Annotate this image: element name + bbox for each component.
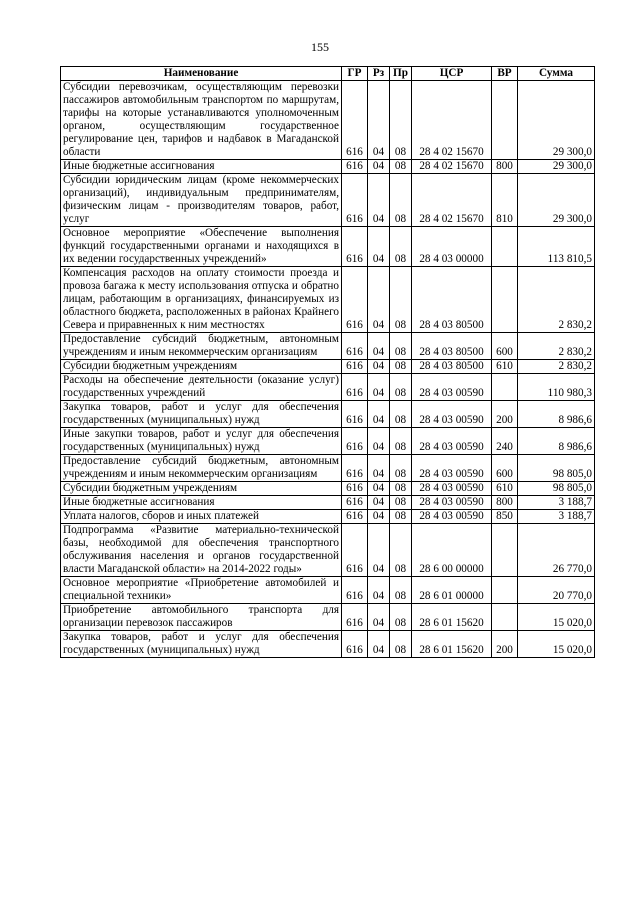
row-vr: 600 — [492, 333, 518, 360]
header-vr: ВР — [492, 67, 518, 81]
row-csr: 28 4 03 00590 — [412, 374, 492, 401]
row-pr: 08 — [390, 174, 412, 227]
row-vr: 240 — [492, 428, 518, 455]
table-row — [61, 174, 595, 227]
table-row — [61, 374, 595, 401]
table-row — [61, 455, 595, 482]
row-rz: 04 — [368, 401, 390, 428]
row-name: Приобретение автомобильного транспорта для организации перевозок пассажиров — [61, 604, 342, 631]
table-row — [61, 524, 595, 577]
row-name: Предоставление субсидий бюджетным, автономным учреждениям и иным некоммерческим организациям — [61, 333, 342, 360]
row-gr: 616 — [342, 455, 368, 482]
row-rz: 04 — [368, 524, 390, 577]
header-name: Наименование — [61, 67, 342, 81]
table-row — [61, 401, 595, 428]
table-row — [61, 428, 595, 455]
row-pr: 08 — [390, 510, 412, 524]
table-row — [61, 631, 595, 658]
row-name: Иные закупки товаров, работ и услуг для обеспечения государственных (муниципальных) нужд — [61, 428, 342, 455]
header-gr: ГР — [342, 67, 368, 81]
row-sum: 29 300,0 — [518, 81, 595, 160]
table-row — [61, 482, 595, 496]
row-rz: 04 — [368, 482, 390, 496]
row-vr: 800 — [492, 496, 518, 510]
row-csr: 28 4 02 15670 — [412, 160, 492, 174]
row-gr: 616 — [342, 401, 368, 428]
row-gr: 616 — [342, 160, 368, 174]
row-sum: 2 830,2 — [518, 333, 595, 360]
row-rz: 04 — [368, 333, 390, 360]
row-gr: 616 — [342, 227, 368, 267]
table-row — [61, 360, 595, 374]
row-rz: 04 — [368, 510, 390, 524]
row-pr: 08 — [390, 160, 412, 174]
row-gr: 616 — [342, 267, 368, 333]
row-gr: 616 — [342, 360, 368, 374]
row-pr: 08 — [390, 267, 412, 333]
row-vr: 610 — [492, 360, 518, 374]
budget-table — [60, 66, 595, 658]
row-name: Основное мероприятие «Приобретение автомобилей и специальной техники» — [61, 577, 342, 604]
row-gr: 616 — [342, 333, 368, 360]
row-vr: 200 — [492, 401, 518, 428]
row-csr: 28 4 03 00590 — [412, 401, 492, 428]
row-gr: 616 — [342, 496, 368, 510]
row-rz: 04 — [368, 174, 390, 227]
row-vr — [492, 524, 518, 577]
row-rz: 04 — [368, 604, 390, 631]
table-row — [61, 333, 595, 360]
row-pr: 08 — [390, 333, 412, 360]
row-vr — [492, 81, 518, 160]
row-gr: 616 — [342, 81, 368, 160]
row-sum: 98 805,0 — [518, 482, 595, 496]
row-csr: 28 6 01 00000 — [412, 577, 492, 604]
row-pr: 08 — [390, 524, 412, 577]
row-sum: 26 770,0 — [518, 524, 595, 577]
header-pr: Пр — [390, 67, 412, 81]
header-sum: Сумма — [518, 67, 595, 81]
row-csr: 28 4 03 00590 — [412, 482, 492, 496]
row-sum: 98 805,0 — [518, 455, 595, 482]
row-pr: 08 — [390, 401, 412, 428]
table-row — [61, 496, 595, 510]
row-vr: 200 — [492, 631, 518, 658]
row-vr: 800 — [492, 160, 518, 174]
row-sum: 3 188,7 — [518, 510, 595, 524]
row-sum: 8 986,6 — [518, 401, 595, 428]
row-pr: 08 — [390, 577, 412, 604]
page-number: 155 — [311, 40, 329, 54]
row-csr: 28 6 00 00000 — [412, 524, 492, 577]
row-name: Закупка товаров, работ и услуг для обеспечения государственных (муниципальных) нужд — [61, 401, 342, 428]
row-csr: 28 4 03 00590 — [412, 496, 492, 510]
header-csr: ЦСР — [412, 67, 492, 81]
row-name: Компенсация расходов на оплату стоимости проезда и провоза багажа к месту использования отпуска и обратно лицам, работающим в организациях, финансируемых из областного бюджета, расположенных в районах Крайнего Севера и приравненных к ним местностях — [61, 267, 342, 333]
row-pr: 08 — [390, 455, 412, 482]
row-csr: 28 4 03 00590 — [412, 510, 492, 524]
row-sum: 3 188,7 — [518, 496, 595, 510]
row-vr — [492, 577, 518, 604]
row-rz: 04 — [368, 496, 390, 510]
row-sum: 15 020,0 — [518, 604, 595, 631]
row-rz: 04 — [368, 455, 390, 482]
row-pr: 08 — [390, 428, 412, 455]
row-csr: 28 6 01 15620 — [412, 631, 492, 658]
row-csr: 28 4 03 00000 — [412, 227, 492, 267]
row-rz: 04 — [368, 374, 390, 401]
row-rz: 04 — [368, 227, 390, 267]
row-rz: 04 — [368, 428, 390, 455]
row-name: Подпрограмма «Развитие материально-технической базы, необходимой для обеспечения транспортного обслуживания населения и органов государственной власти Магаданской области» на 2014-2022 годы» — [61, 524, 342, 577]
row-sum: 8 986,6 — [518, 428, 595, 455]
row-vr — [492, 604, 518, 631]
row-name: Основное мероприятие «Обеспечение выполнения функций государственными органами и находящихся в их ведении государственных учреждений» — [61, 227, 342, 267]
row-gr: 616 — [342, 577, 368, 604]
row-pr: 08 — [390, 227, 412, 267]
table-row — [61, 267, 595, 333]
row-pr: 08 — [390, 81, 412, 160]
table-header-row — [61, 67, 595, 81]
row-sum: 2 830,2 — [518, 267, 595, 333]
row-sum: 2 830,2 — [518, 360, 595, 374]
row-csr: 28 4 03 00590 — [412, 428, 492, 455]
row-rz: 04 — [368, 577, 390, 604]
row-name: Субсидии перевозчикам, осуществляющим перевозки пассажиров автомобильным транспортом по маршрутам, тарифы на которые устанавливаются уполномоченным органом, осуществляющим государственное регулирование цен, тарифов и надбавок в Магаданской области — [61, 81, 342, 160]
row-vr — [492, 227, 518, 267]
table-row — [61, 81, 595, 160]
row-name: Иные бюджетные ассигнования — [61, 496, 342, 510]
row-csr: 28 4 03 80500 — [412, 360, 492, 374]
row-csr: 28 4 02 15670 — [412, 81, 492, 160]
row-csr: 28 4 03 80500 — [412, 267, 492, 333]
row-sum: 110 980,3 — [518, 374, 595, 401]
row-vr: 850 — [492, 510, 518, 524]
table-row — [61, 227, 595, 267]
row-vr: 810 — [492, 174, 518, 227]
row-sum: 29 300,0 — [518, 160, 595, 174]
row-name: Уплата налогов, сборов и иных платежей — [61, 510, 342, 524]
row-pr: 08 — [390, 374, 412, 401]
row-name: Иные бюджетные ассигнования — [61, 160, 342, 174]
row-gr: 616 — [342, 631, 368, 658]
row-rz: 04 — [368, 631, 390, 658]
row-sum: 15 020,0 — [518, 631, 595, 658]
header-rz: Рз — [368, 67, 390, 81]
row-pr: 08 — [390, 604, 412, 631]
row-name: Закупка товаров, работ и услуг для обеспечения государственных (муниципальных) нужд — [61, 631, 342, 658]
row-sum: 29 300,0 — [518, 174, 595, 227]
row-name: Субсидии бюджетным учреждениям — [61, 482, 342, 496]
row-gr: 616 — [342, 374, 368, 401]
row-gr: 616 — [342, 428, 368, 455]
row-vr — [492, 374, 518, 401]
row-rz: 04 — [368, 267, 390, 333]
row-name: Субсидии юридическим лицам (кроме некоммерческих организаций), индивидуальным предпринимателям, физическим лицам - производителям товаров, работ, услуг — [61, 174, 342, 227]
row-vr: 610 — [492, 482, 518, 496]
row-rz: 04 — [368, 81, 390, 160]
row-gr: 616 — [342, 482, 368, 496]
row-csr: 28 4 03 00590 — [412, 455, 492, 482]
row-name: Расходы на обеспечение деятельности (оказание услуг) государственных учреждений — [61, 374, 342, 401]
row-vr: 600 — [492, 455, 518, 482]
row-pr: 08 — [390, 631, 412, 658]
row-sum: 20 770,0 — [518, 577, 595, 604]
row-rz: 04 — [368, 160, 390, 174]
table-row — [61, 160, 595, 174]
table-row — [61, 604, 595, 631]
row-pr: 08 — [390, 360, 412, 374]
row-gr: 616 — [342, 604, 368, 631]
row-name: Предоставление субсидий бюджетным, автономным учреждениям и иным некоммерческим организациям — [61, 455, 342, 482]
row-rz: 04 — [368, 360, 390, 374]
row-csr: 28 4 02 15670 — [412, 174, 492, 227]
row-gr: 616 — [342, 174, 368, 227]
row-vr — [492, 267, 518, 333]
row-csr: 28 4 03 80500 — [412, 333, 492, 360]
table-row — [61, 510, 595, 524]
row-csr: 28 6 01 15620 — [412, 604, 492, 631]
row-pr: 08 — [390, 496, 412, 510]
row-gr: 616 — [342, 510, 368, 524]
table-row — [61, 577, 595, 604]
row-name: Субсидии бюджетным учреждениям — [61, 360, 342, 374]
row-pr: 08 — [390, 482, 412, 496]
row-sum: 113 810,5 — [518, 227, 595, 267]
row-gr: 616 — [342, 524, 368, 577]
